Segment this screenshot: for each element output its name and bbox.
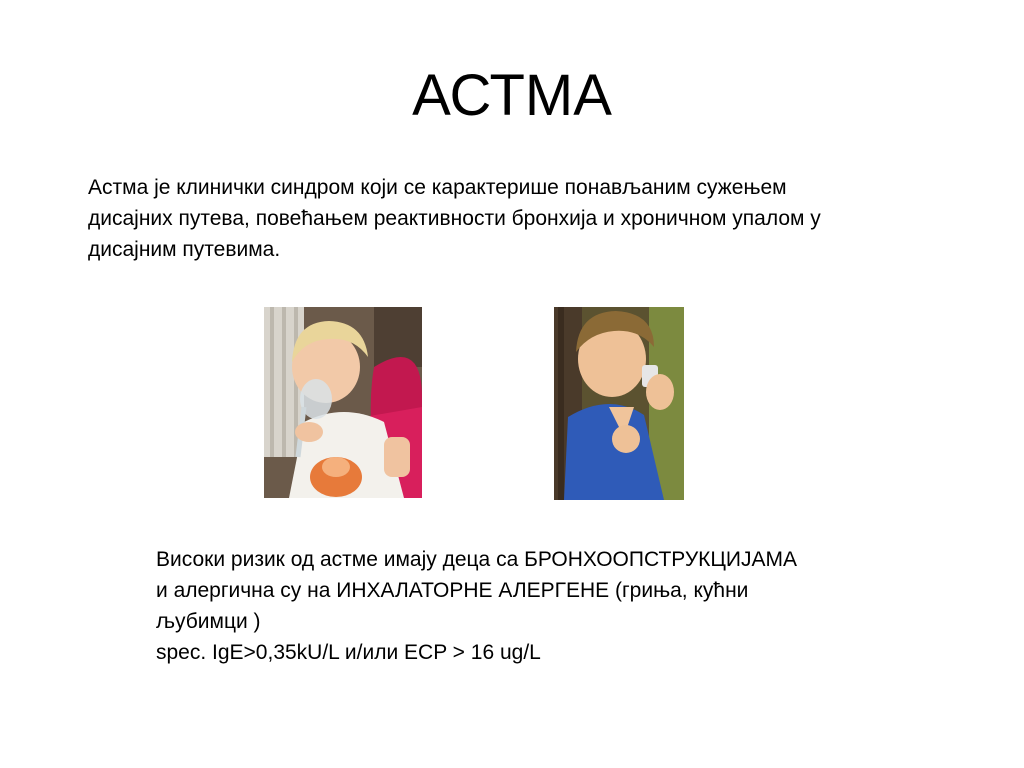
risk-line: Високи ризик од астме имају деца са БРОНХООПСТРУКЦИЈАМА xyxy=(156,548,798,571)
boy-using-inhaler-photo xyxy=(554,307,684,500)
risk-line: и алергична су на ИНХАЛАТОРНЕ АЛЕРГЕНЕ (грињa, кућни xyxy=(156,579,749,602)
intro-line: дисајним путевима. xyxy=(88,238,281,261)
slide-title: АСТМА xyxy=(412,63,612,128)
intro-line: дисајних путева, повећањем реактивности бронхија и хроничном упалом у xyxy=(88,207,821,230)
intro-line: Астма је клинички синдром који се карактерише понављаним сужењем xyxy=(88,176,787,199)
risk-line: љубимци ) xyxy=(156,610,261,633)
intro-paragraph xyxy=(88,172,988,265)
risk-paragraph xyxy=(156,544,976,668)
risk-line: spec. IgE>0,35kU/L и/или ECP > 16 ug/L xyxy=(156,641,541,664)
toddler-with-nebulizer-mask-photo xyxy=(264,307,422,498)
